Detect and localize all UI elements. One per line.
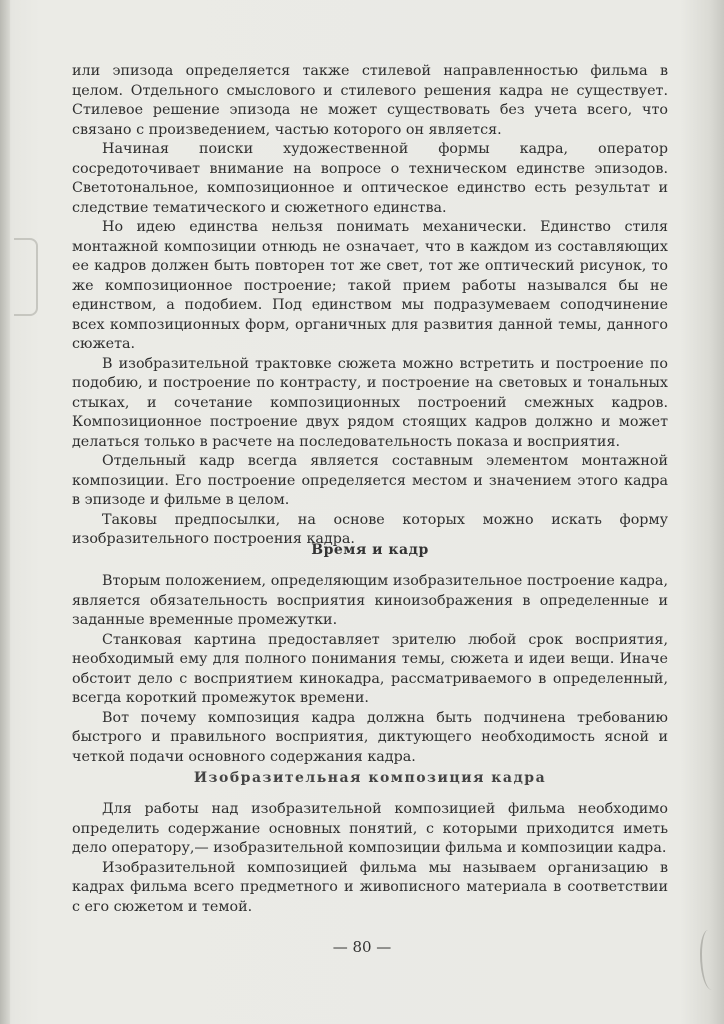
- section-intro-text: [72, 62, 668, 550]
- paragraph: Но идею единства нельзя понимать механически. Единство стиля монтажной композиции отнюдь не означает, что в каждом из составляющих ее кадров должен быть повторен тот же свет, тот же оптический рисунок, то же композиционное построение; такой прием работы назывался бы не единством, а подобием. Под единством мы подразумеваем соподчинение всех композиционных форм, органичных для развития данной темы, данного сюжета.: [72, 219, 668, 352]
- paragraph: Изобразительной композицией фильма мы называем организацию в кадрах фильма всего предметного и живописного материала в соответствии с его сюжетом и темой.: [72, 859, 668, 915]
- section-composition-text: [72, 800, 668, 917]
- paragraph: Начиная поиски художественной формы кадра, оператор сосредоточивает внимание на вопросе о техническом единстве эпизодов. Светотональное, композиционное и оптическое единство есть результат и следствие тематического и сюжетного единства.: [72, 141, 668, 216]
- section-time-text: [72, 572, 668, 767]
- paragraph: Вторым положением, определяющим изобразительное построение кадра, является обязательность восприятия киноизображения в определенные и заданные временные промежутки.: [72, 573, 668, 628]
- stamp-mark: [14, 238, 38, 316]
- paragraph: Вот почему композиция кадра должна быть подчинена требованию быстрого и правильного восприятия, диктующего необходимость ясной и четкой подачи основного содержания кадра.: [72, 709, 668, 765]
- paragraph: В изобразительной трактовке сюжета можно встретить и построение по подобию, и построение по контрасту, и построение на световых и тональных стыках, и сочетание композиционных построений смежных кадров. Композиционное построение двух рядом стоящих кадров должно и может делаться только в расчете на последовательность показа и восприятия.: [72, 355, 668, 450]
- paragraph: Станковая картина предоставляет зрителю любой срок восприятия, необходимый ему для полного понимания темы, сюжета и идеи вещи. Иначе обстоит дело с восприятием кинокадра, рассматриваемого в определенный, всегда короткий промежуток времени.: [72, 631, 668, 706]
- paragraph: Отдельный кадр всегда является составным элементом монтажной композиции. Его построение определяется местом и значением этого кадра в эпизоде и фильме в целом.: [72, 453, 668, 508]
- paragraph: или эпизода определяется также стилевой направленностью фильма в целом. Отдельного смыслового и стилевого решения кадра не существует. Стилевое решение эпизода не может существовать без учета всего, что связано с произведением, частью которого он является.: [72, 63, 668, 138]
- paragraph: Таковы предпосылки, на основе которых можно искать форму изобразительного построения кадра.: [72, 511, 668, 547]
- section-heading-composition: Изобразительная композиция кадра: [193, 770, 547, 786]
- page-binding-edge: [0, 0, 10, 1024]
- section-heading-time-and-frame: Время и кадр: [311, 542, 429, 558]
- page-number: — 80 —: [332, 938, 392, 956]
- paragraph: Для работы над изобразительной композицией фильма необходимо определить содержание основных понятий, с которыми приходится иметь дело оператору,— изобразительной композиции фильма и композиции кадра.: [72, 801, 668, 856]
